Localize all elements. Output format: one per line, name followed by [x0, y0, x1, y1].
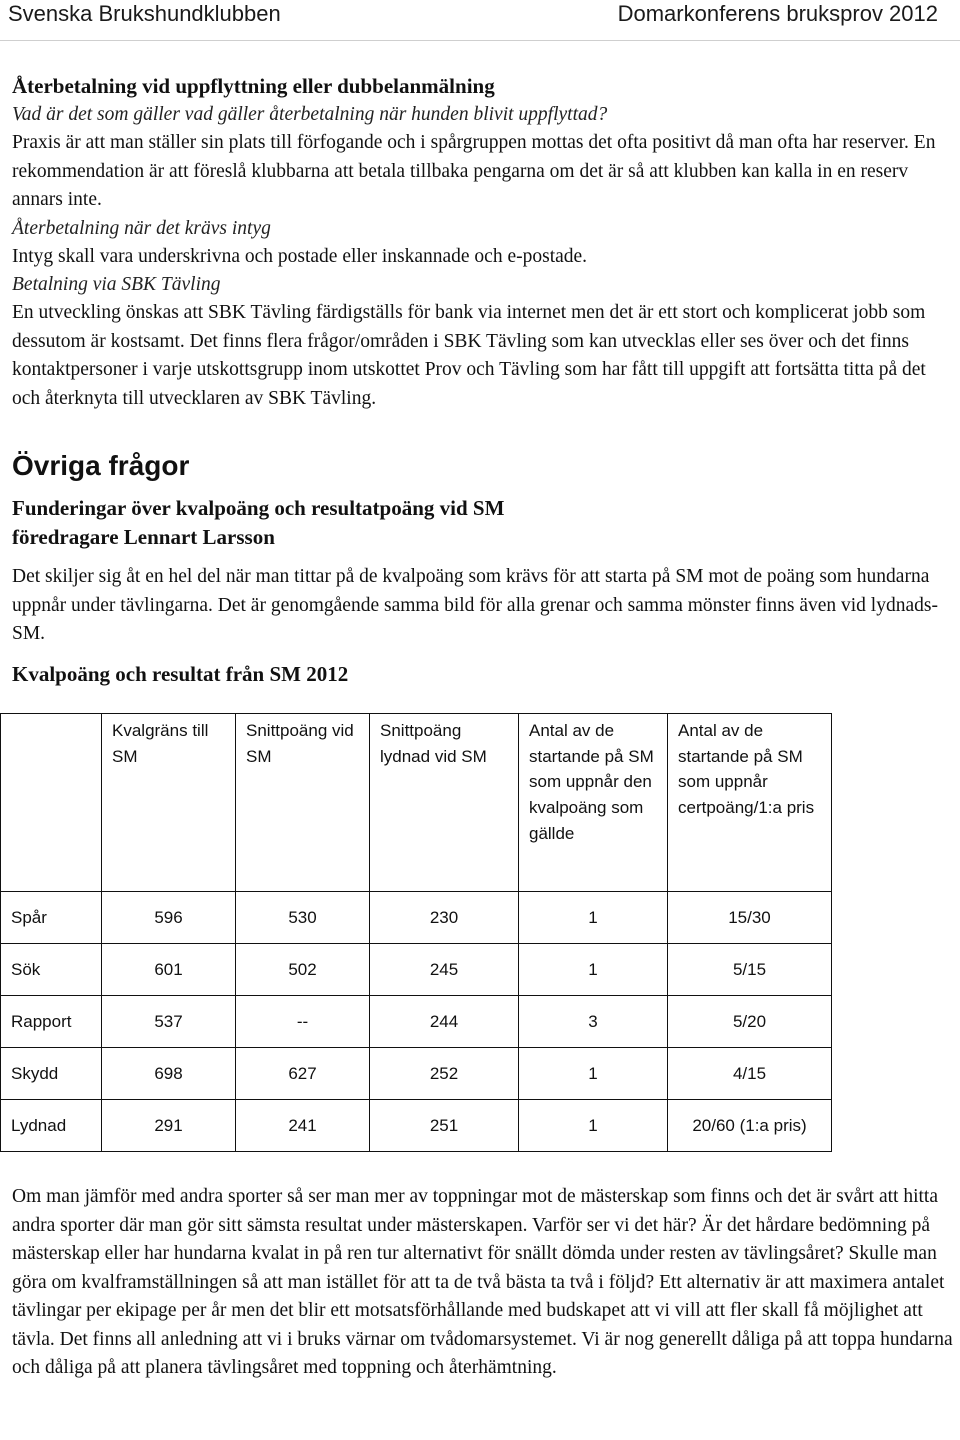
heading-other-questions: Övriga frågor [12, 450, 190, 481]
table-header-cell [1, 714, 102, 892]
header-divider [0, 40, 960, 41]
table-row [1, 944, 832, 996]
table-cell: 230 [370, 892, 519, 944]
table-cell: 1 [519, 944, 668, 996]
header-document-title: Domarkonferens bruksprov 2012 [617, 1, 938, 26]
results-table [0, 713, 832, 1152]
table-cell: 1 [519, 892, 668, 944]
table-cell: 244 [370, 996, 519, 1048]
talk-title [12, 494, 956, 552]
table-cell: 15/30 [668, 892, 832, 944]
table-cell: 1 [519, 1100, 668, 1152]
section-heading-refund: Återbetalning vid uppflyttning eller dubbelanmälning [12, 74, 495, 98]
section-question: Vad är det som gäller vad gäller återbetalning när hunden blivit uppflyttad? [12, 104, 608, 125]
header-organization: Svenska Brukshundklubben [8, 1, 281, 26]
table-cell: 252 [370, 1048, 519, 1100]
results-table-container [0, 713, 831, 1152]
table-cell: 251 [370, 1100, 519, 1152]
talk-title-line: Funderingar över kvalpoäng och resultatpoäng vid SM [12, 496, 505, 520]
table-cell: 3 [519, 996, 668, 1048]
table-cell: 245 [370, 944, 519, 996]
table-cell: 4/15 [668, 1048, 832, 1100]
table-cell: 502 [236, 944, 370, 996]
table-header-cell: Kvalgräns till SM [102, 714, 236, 892]
table-cell: 20/60 (1:a pris) [668, 1100, 832, 1152]
table-cell: -- [236, 996, 370, 1048]
table-row [1, 1048, 832, 1100]
table-row [1, 892, 832, 944]
table-cell-discipline: Lydnad [1, 1100, 102, 1152]
table-cell: 241 [236, 1100, 370, 1152]
table-cell-discipline: Sök [1, 944, 102, 996]
table-cell: 601 [102, 944, 236, 996]
paragraph-payment: En utveckling önskas att SBK Tävling färdigställs för bank via internet men det är ett stort och komplicerat jobb som dessutom är kostsamt. Det finns flera frågor/områden i SBK Tävling som kan utvecklas eller ses över och det finns kontaktpersoner i varje utskottsgrupp inom utskottet Prov och Tävling som har fått till uppgift att fortsätta titta på det och återknyta till utvecklaren av SBK Tävling. [12, 302, 926, 409]
table-cell-discipline: Skydd [1, 1048, 102, 1100]
table-cell: 1 [519, 1048, 668, 1100]
table-cell-discipline: Spår [1, 892, 102, 944]
table-cell: 5/15 [668, 944, 832, 996]
table-header-cell: Snittpoäng lydnad vid SM [370, 714, 519, 892]
table-header-cell: Antal av de startande på SM som uppnår den kvalpoäng som gällde [519, 714, 668, 892]
results-heading: Kvalpoäng och resultat från SM 2012 [12, 662, 349, 686]
section-paragraph: Praxis är att man ställer sin plats till förfogande och i spårgruppen mottas det ofta positivt då man ofta har reserver. En rekommendation är att föreslå klubbarna att betala tillbaka pengarna om det är så att klubben kan kalla in en reserv annars inte. [12, 132, 936, 210]
table-cell: 291 [102, 1100, 236, 1152]
closing-paragraph: Om man jämför med andra sporter så ser man mer av toppningar mot de mästerskap som finns och det är svårt att hitta andra sporter där man gör sitt sämsta resultat under mästerskapen. Varför ser vi det här? Är det hårdare bedömning på mästerskap eller har hundarna kvalat in på ren tur alternativt för snällt dömda under resten av tävlingsåret? Skulle man göra om kvalframställningen så att man istället för att ta de två bästa ta två i följd? Ett alternativ är att maximera antalet tävlingar per ekipage per år men det blir ett motsatsförhållande med budskapet att vi vill att fler skall få möjlighet att tävla. Det finns all anledning att vi i bruks värnar om tvådomarsystemet. Vi är nog generellt dåliga på att toppa hundarna och dåliga på att planera tävlingsåret med toppning och återhämtning. [12, 1186, 953, 1378]
table-header-cell: Antal av de startande på SM som uppnår certpoäng/1:a pris [668, 714, 832, 892]
talk-speaker-line: föredragare Lennart Larsson [12, 525, 275, 549]
subheading-payment: Betalning via SBK Tävling [12, 274, 221, 295]
table-cell-discipline: Rapport [1, 996, 102, 1048]
talk-paragraph: Det skiljer sig åt en hel del när man tittar på de kvalpoäng som krävs för att starta på SM mot de poäng som hundarna uppnår under tävlingarna. Det är genomgående samma bild för alla grenar och samma mönster finns även vid lydnads-SM. [12, 566, 938, 644]
table-header-row [1, 714, 832, 892]
table-row [1, 996, 832, 1048]
paragraph-certificate: Intyg skall vara underskrivna och postade eller inskannade och e-postade. [12, 246, 588, 267]
page-header [0, 0, 960, 30]
table-cell: 596 [102, 892, 236, 944]
table-cell: 5/20 [668, 996, 832, 1048]
table-cell: 698 [102, 1048, 236, 1100]
table-cell: 537 [102, 996, 236, 1048]
subheading-certificate: Återbetalning när det krävs intyg [12, 218, 271, 239]
table-row [1, 1100, 832, 1152]
table-cell: 627 [236, 1048, 370, 1100]
table-cell: 530 [236, 892, 370, 944]
table-header-cell: Snittpoäng vid SM [236, 714, 370, 892]
